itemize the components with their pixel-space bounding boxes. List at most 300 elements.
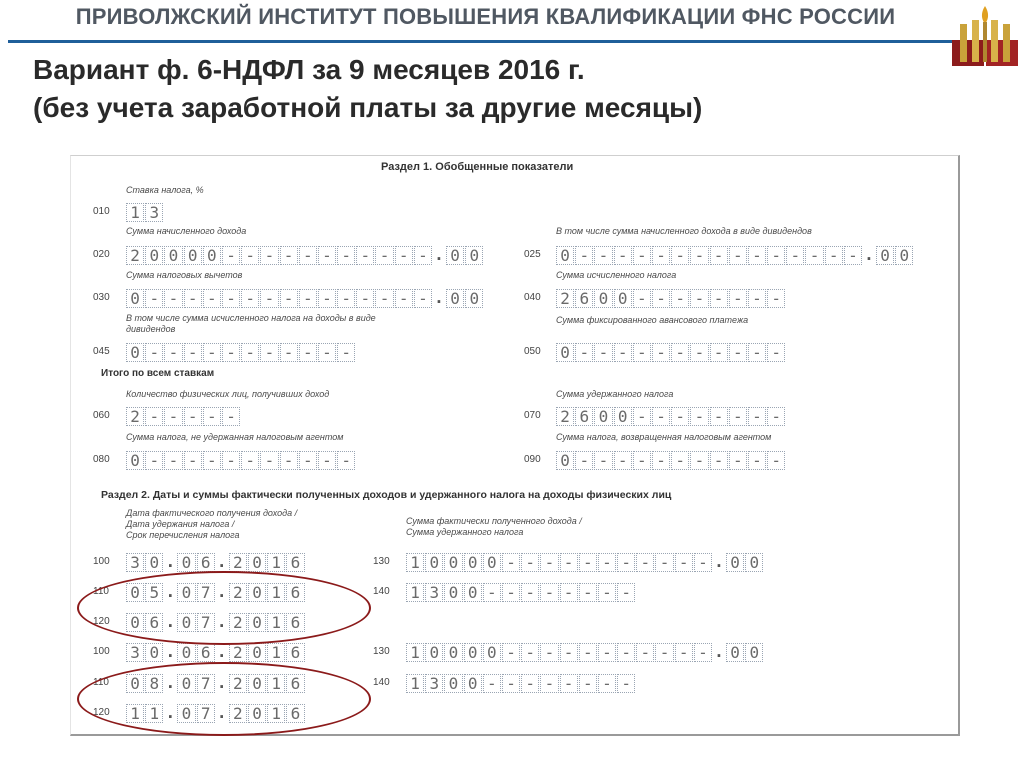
form-cell: 0 — [177, 583, 195, 602]
itogo-label: Итого по всем ставкам — [101, 368, 215, 379]
form-cell: - — [575, 451, 593, 470]
form-cell: 2 — [229, 613, 247, 632]
label-050: Сумма фиксированного авансового платежа — [556, 315, 749, 325]
s2-dates-label: Дата фактического получения дохода / Дата удержания налога / Срок перечисления налога — [126, 508, 298, 540]
form-cell: - — [164, 451, 182, 470]
form-cell: - — [521, 674, 539, 693]
label-070: Сумма удержанного налога — [556, 389, 674, 399]
cell-separator: . — [216, 613, 227, 630]
form-cell: - — [675, 643, 693, 662]
form-cell: - — [614, 451, 632, 470]
form-cell: - — [633, 451, 651, 470]
form-cell: 2 — [229, 553, 247, 572]
form-cell: - — [356, 246, 374, 265]
form-cell: 0 — [177, 704, 195, 723]
form-cell: - — [164, 343, 182, 362]
form-cell: - — [414, 246, 432, 265]
form-cell: - — [729, 407, 747, 426]
form-cell: 0 — [446, 289, 464, 308]
form-cell: - — [222, 407, 240, 426]
slide-title-line2: (без учета заработной платы за другие месяцы) — [33, 92, 703, 123]
form-cell: - — [617, 553, 635, 572]
form-cell: - — [502, 674, 520, 693]
form-cell: - — [560, 553, 578, 572]
form-cell: 2 — [556, 407, 574, 426]
label-010: Ставка налога, % — [126, 185, 204, 195]
form-cell: - — [748, 289, 766, 308]
form-cell: - — [671, 451, 689, 470]
form-cell: - — [594, 451, 612, 470]
cell-separator: . — [165, 674, 176, 691]
form-cell: 0 — [614, 289, 632, 308]
institute-header: ПРИВОЛЖСКИЙ ИНСТИТУТ ПОВЫШЕНИЯ КВАЛИФИКАЦИИ ФНС РОССИИ — [75, 4, 896, 29]
form-cell: - — [502, 583, 520, 602]
form-cell: 7 — [197, 704, 215, 723]
cell-separator: . — [165, 583, 176, 600]
form-cell: - — [652, 407, 670, 426]
code-110: 110 — [93, 586, 109, 597]
highlight-oval-2 — [77, 662, 371, 736]
code-140: 140 — [373, 677, 390, 688]
form-cell: 0 — [614, 407, 632, 426]
form-cell: 1 — [267, 674, 285, 693]
form-cell: 0 — [126, 289, 144, 308]
form-cell: - — [579, 553, 597, 572]
form-cell: 1 — [145, 704, 163, 723]
form-cell: - — [318, 289, 336, 308]
form-cell: - — [633, 246, 651, 265]
code-110: 110 — [93, 677, 109, 688]
form-cell: - — [502, 643, 520, 662]
cell-separator: . — [165, 553, 176, 570]
form-cell: - — [652, 451, 670, 470]
form-cell: 1 — [126, 704, 144, 723]
form-cell: - — [521, 583, 539, 602]
form-cell: 0 — [464, 643, 482, 662]
form-cell: 0 — [145, 246, 163, 265]
form-cell: 2 — [229, 704, 247, 723]
form-cell: - — [655, 643, 673, 662]
form-cell: - — [203, 289, 221, 308]
field-050-cells — [556, 343, 786, 362]
form-cell: 6 — [286, 583, 304, 602]
form-cell: 0 — [248, 613, 266, 632]
cell-separator: . — [864, 246, 874, 263]
form-cell: - — [241, 343, 259, 362]
form-cell: - — [636, 643, 654, 662]
form-cell: - — [767, 343, 785, 362]
label-080: Сумма налога, не удержанная налоговым агентом — [126, 432, 344, 442]
form-cell: 7 — [197, 674, 215, 693]
form-cell: 1 — [267, 583, 285, 602]
form-cell: 0 — [556, 343, 574, 362]
form-cell: - — [560, 674, 578, 693]
form-cell: - — [575, 246, 593, 265]
label-090: Сумма налога, возвращенная налоговым агентом — [556, 432, 772, 442]
form-cell: - — [502, 553, 520, 572]
slide-title-line1: Вариант ф. 6-НДФЛ за 9 месяцев 2016 г. — [33, 54, 585, 85]
form-cell: - — [655, 553, 673, 572]
form-cell: 0 — [164, 246, 182, 265]
form-cell: - — [241, 451, 259, 470]
code-090: 090 — [524, 454, 541, 465]
form-cell: 3 — [425, 583, 443, 602]
form-cell: - — [395, 289, 413, 308]
logo-pillar-2 — [972, 20, 979, 62]
form-cell: 6 — [286, 704, 304, 723]
form-cell: 2 — [229, 583, 247, 602]
form-cell: 0 — [177, 643, 195, 662]
form-cell: - — [767, 407, 785, 426]
form-cell: 3 — [126, 643, 144, 662]
form-cell: - — [260, 451, 278, 470]
form-cell: - — [299, 343, 317, 362]
form-cell: 0 — [465, 246, 483, 265]
field-020-cells — [126, 246, 484, 265]
code-130: 130 — [373, 556, 390, 567]
form-cell: 0 — [248, 583, 266, 602]
label-060: Количество физических лиц, получивших доход — [126, 389, 330, 399]
cell-separator: . — [216, 643, 227, 660]
form-cell: 0 — [745, 643, 763, 662]
form-cell: - — [260, 246, 278, 265]
form-cell: - — [395, 246, 413, 265]
code-025: 025 — [524, 249, 541, 260]
form-cell: - — [521, 553, 539, 572]
form-cell: 6 — [286, 553, 304, 572]
form-cell: 2 — [126, 246, 144, 265]
form-cell: - — [598, 583, 616, 602]
form-cell: - — [222, 451, 240, 470]
form-cell: - — [222, 246, 240, 265]
form-cell: - — [414, 289, 432, 308]
s2-sums-label: Сумма фактически полученного дохода / Сумма удержанного налога — [406, 516, 582, 537]
form-cell: 0 — [464, 583, 482, 602]
form-cell: - — [729, 343, 747, 362]
form-cell: - — [729, 246, 747, 265]
code-100: 100 — [93, 556, 110, 567]
field-060-cells — [126, 407, 241, 426]
form-cell: 6 — [197, 643, 215, 662]
code-080: 080 — [93, 454, 110, 465]
code-050: 050 — [524, 346, 541, 357]
form-cell: 0 — [895, 246, 913, 265]
form-cell: - — [337, 451, 355, 470]
form-cell: 1 — [267, 553, 285, 572]
form-cell: 0 — [126, 343, 144, 362]
form-cell: 1 — [267, 704, 285, 723]
logo-pillar-1 — [960, 24, 967, 62]
code-040: 040 — [524, 292, 541, 303]
form-cell: 3 — [126, 553, 144, 572]
form-cell: - — [671, 343, 689, 362]
form-cell: - — [184, 343, 202, 362]
form-cell: - — [222, 343, 240, 362]
form-cell: 0 — [556, 451, 574, 470]
label-020: Сумма начисленного дохода — [126, 226, 247, 236]
form-cell: - — [184, 407, 202, 426]
form-cell: - — [748, 246, 766, 265]
form-cell: - — [579, 583, 597, 602]
form-cell: - — [633, 407, 651, 426]
form-cell: 6 — [286, 674, 304, 693]
field-070-cells — [556, 407, 786, 426]
form-cell: 6 — [575, 289, 593, 308]
header-rule — [8, 40, 955, 43]
form-cell: 0 — [444, 583, 462, 602]
form-cell: - — [805, 246, 823, 265]
form-cell: 1 — [406, 583, 424, 602]
form-cell: - — [145, 289, 163, 308]
label-045: В том числе сумма исчисленного налога на доходы в виде дивидендов — [126, 313, 376, 334]
code-070: 070 — [524, 410, 541, 421]
form-cell: - — [598, 643, 616, 662]
form-cell: - — [540, 643, 558, 662]
label-030: Сумма налоговых вычетов — [126, 270, 243, 280]
form-cell: - — [337, 246, 355, 265]
cell-separator: . — [216, 583, 227, 600]
form-cell: 5 — [145, 583, 163, 602]
form-cell: 0 — [745, 553, 763, 572]
form-cell: - — [280, 289, 298, 308]
form-cell: - — [614, 246, 632, 265]
form-cell: - — [748, 451, 766, 470]
form-cell: - — [694, 643, 712, 662]
form-cell: - — [617, 583, 635, 602]
field-010-cells — [126, 203, 164, 222]
institute-logo — [950, 2, 1020, 80]
form-cell: 0 — [483, 643, 501, 662]
form-cell: 3 — [425, 674, 443, 693]
form-cell: 2 — [229, 674, 247, 693]
form-cell: - — [675, 553, 693, 572]
form-cell: - — [203, 407, 221, 426]
form-cell: - — [690, 246, 708, 265]
form-cell: - — [729, 451, 747, 470]
form-cell: 6 — [575, 407, 593, 426]
form-cell: - — [825, 246, 843, 265]
cell-separator: . — [165, 704, 176, 721]
code-060: 060 — [93, 410, 110, 421]
sum-130-cells — [406, 643, 764, 662]
form-cell: 0 — [444, 553, 462, 572]
code-100: 100 — [93, 646, 110, 657]
form-cell: - — [690, 407, 708, 426]
logo-pillar-4 — [1003, 24, 1010, 62]
form-cell: - — [617, 674, 635, 693]
form-cell: - — [690, 451, 708, 470]
sum-130-cells — [406, 553, 764, 572]
sum-140-cells — [406, 674, 636, 693]
form-cell: 1 — [406, 674, 424, 693]
form-cell: - — [521, 643, 539, 662]
form-cell: - — [318, 343, 336, 362]
date-100-cells — [126, 553, 306, 572]
form-cell: 0 — [145, 553, 163, 572]
code-010: 010 — [93, 206, 110, 217]
form-cell: - — [575, 343, 593, 362]
form-cell: - — [356, 289, 374, 308]
form-cell: - — [694, 553, 712, 572]
form-cell: - — [748, 407, 766, 426]
field-040-cells — [556, 289, 786, 308]
form-cell: - — [483, 583, 501, 602]
form-cell: - — [203, 451, 221, 470]
section1-title: Раздел 1. Обобщенные показатели — [381, 161, 574, 173]
form-cell: - — [280, 451, 298, 470]
form-cell: - — [729, 289, 747, 308]
form-cell: 0 — [594, 289, 612, 308]
cell-separator: . — [216, 553, 227, 570]
form-cell: - — [318, 451, 336, 470]
form-cell: 0 — [726, 643, 744, 662]
form-cell: 0 — [556, 246, 574, 265]
form-cell: - — [671, 289, 689, 308]
form-cell: - — [375, 289, 393, 308]
form-cell: - — [786, 246, 804, 265]
form-cell: - — [579, 643, 597, 662]
form-cell: - — [690, 343, 708, 362]
form-cell: - — [260, 343, 278, 362]
form-cell: - — [164, 407, 182, 426]
form-cell: 2 — [126, 407, 144, 426]
code-130: 130 — [373, 646, 390, 657]
cell-separator: . — [434, 246, 444, 263]
form-cell: 0 — [177, 674, 195, 693]
form-cell: - — [844, 246, 862, 265]
form-cell: - — [280, 246, 298, 265]
form-cell: - — [767, 246, 785, 265]
cell-separator: . — [714, 643, 724, 660]
form-cell: - — [299, 246, 317, 265]
form-cell: 0 — [594, 407, 612, 426]
form-cell: - — [652, 246, 670, 265]
form-cell: - — [483, 674, 501, 693]
form-cell: - — [598, 674, 616, 693]
form-cell: - — [594, 246, 612, 265]
form-cell: - — [633, 289, 651, 308]
form-cell: - — [280, 343, 298, 362]
logo-pillar-3 — [991, 20, 998, 62]
form-cell: 3 — [145, 203, 163, 222]
form-cell: 2 — [556, 289, 574, 308]
sum-140-cells — [406, 583, 636, 602]
field-045-cells — [126, 343, 356, 362]
form-cell: 1 — [406, 643, 424, 662]
form-cell: 0 — [177, 613, 195, 632]
form-cell: - — [614, 343, 632, 362]
code-120: 120 — [93, 616, 110, 627]
form-cell: 0 — [464, 553, 482, 572]
form-cell: - — [299, 289, 317, 308]
form-cell: 0 — [203, 246, 221, 265]
cell-separator: . — [714, 553, 724, 570]
form-cell: - — [767, 451, 785, 470]
form-cell: - — [633, 343, 651, 362]
cell-separator: . — [165, 613, 176, 630]
cell-separator: . — [216, 704, 227, 721]
form-cell: 6 — [286, 613, 304, 632]
form-cell: 2 — [229, 643, 247, 662]
form-cell: 0 — [126, 451, 144, 470]
form-cell: - — [767, 289, 785, 308]
form-cell: 0 — [126, 613, 144, 632]
field-030-cells — [126, 289, 484, 308]
field-090-cells — [556, 451, 786, 470]
form-cell: - — [184, 451, 202, 470]
form-cell: - — [579, 674, 597, 693]
logo-book-left — [952, 40, 984, 66]
form-cell: 1 — [406, 553, 424, 572]
form-cell: 0 — [177, 553, 195, 572]
form-cell: - — [145, 407, 163, 426]
form-cell: - — [748, 343, 766, 362]
form-cell: 7 — [197, 613, 215, 632]
form-cell: 8 — [145, 674, 163, 693]
code-045: 045 — [93, 346, 110, 357]
form-cell: - — [337, 289, 355, 308]
form-cell: - — [337, 343, 355, 362]
form-cell: 0 — [126, 674, 144, 693]
form-cell: - — [560, 583, 578, 602]
label-040: Сумма исчисленного налога — [556, 270, 677, 280]
field-025-cells — [556, 246, 914, 265]
form-cell: - — [710, 289, 728, 308]
form-cell: - — [710, 343, 728, 362]
form-cell: 0 — [726, 553, 744, 572]
form-cell: 0 — [248, 643, 266, 662]
form-cell: 0 — [876, 246, 894, 265]
form-cell: - — [184, 289, 202, 308]
form-cell: - — [203, 343, 221, 362]
code-030: 030 — [93, 292, 110, 303]
label-025: В том числе сумма начисленного дохода в виде дивидендов — [556, 226, 812, 236]
form-cell: - — [299, 451, 317, 470]
form-cell: 6 — [286, 643, 304, 662]
form-cell: - — [690, 289, 708, 308]
cell-separator: . — [165, 643, 176, 660]
form-cell: - — [636, 553, 654, 572]
form-cell: 0 — [444, 643, 462, 662]
form-cell: - — [540, 674, 558, 693]
form-cell: 0 — [184, 246, 202, 265]
form-cell: - — [241, 246, 259, 265]
logo-torch — [983, 22, 987, 62]
form-cell: - — [710, 246, 728, 265]
form-cell: - — [241, 289, 259, 308]
ndfl-form — [70, 155, 960, 736]
form-cell: - — [164, 289, 182, 308]
form-cell: - — [594, 343, 612, 362]
form-cell: - — [375, 246, 393, 265]
code-020: 020 — [93, 249, 110, 260]
form-cell: 1 — [267, 613, 285, 632]
form-cell: 1 — [126, 203, 144, 222]
form-cell: 0 — [425, 643, 443, 662]
form-cell: - — [652, 289, 670, 308]
section2-title: Раздел 2. Даты и суммы фактически полученных доходов и удержанного налога на доходы физических лиц — [101, 489, 672, 501]
form-cell: 0 — [446, 246, 464, 265]
form-cell: 0 — [483, 553, 501, 572]
form-cell: - — [540, 583, 558, 602]
logo-flame — [982, 6, 988, 24]
code-120: 120 — [93, 707, 110, 718]
form-cell: - — [710, 451, 728, 470]
form-cell: 0 — [444, 674, 462, 693]
field-080-cells — [126, 451, 356, 470]
form-cell: - — [617, 643, 635, 662]
form-cell: - — [145, 343, 163, 362]
